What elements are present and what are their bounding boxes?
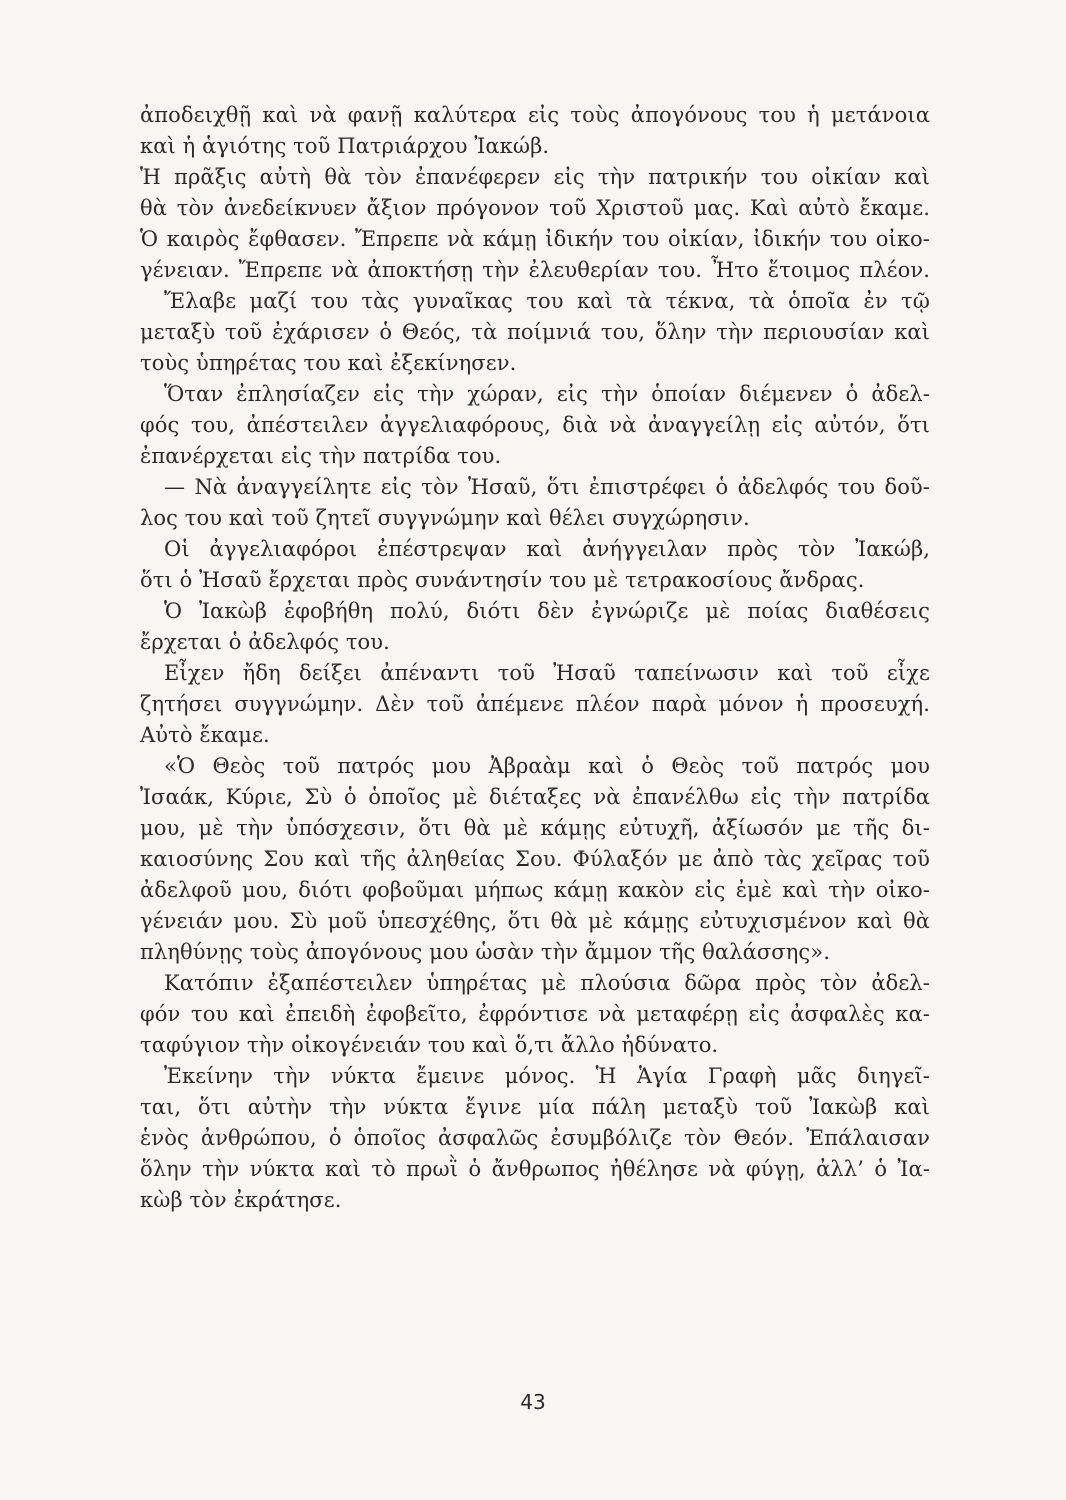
text-line: ὅτι ὁ Ἠσαῦ ἔρχεται πρὸς συνάντησίν του μὲ τετρακοσίους ἄνδρας.: [140, 568, 865, 592]
text-line: Ἰσαάκ, Κύριε, Σὺ ὁ ὁποῖος μὲ διέταξες νὰ ἐπανέλθω εἰς τὴν πατρίδα: [140, 785, 930, 809]
text-line: μεταξὺ τοῦ ἐχάρισεν ὁ Θεός, τὰ ποίμνιά του, ὅλην τὴν περιουσίαν καὶ: [140, 320, 930, 344]
text-line: ἑνὸς ἀνθρώπου, ὁ ὁποῖος ἀσφαλῶς ἐσυμβόλιζε τὸν Θεόν. Ἐπάλαισαν: [140, 1126, 930, 1150]
text-line: φός του, ἀπέστειλεν ἀγγελιαφόρους, διὰ νὰ ἀναγγείλῃ εἰς αὐτόν, ὅτι: [140, 413, 930, 437]
text-line: Εἶχεν ἤδη δείξει ἀπέναντι τοῦ Ἠσαῦ ταπείνωσιν καὶ τοῦ εἶχε: [164, 661, 930, 685]
text-line: — Νὰ ἀναγγείλητε εἰς τὸν Ἠσαῦ, ὅτι ἐπιστρέφει ὁ ἀδελφός του δοῦ-: [164, 475, 930, 499]
text-line: καὶ ἡ ἁγιότης τοῦ Πατριάρχου Ἰακώβ.: [140, 134, 550, 158]
text-line: καιοσύνης Σου καὶ τῆς ἀληθείας Σου. Φύλαξόν με ἀπὸ τὰς χεῖρας τοῦ: [140, 847, 930, 871]
text-line: ται, ὅτι αὐτὴν τὴν νύκτα ἔγινε μία πάλη μεταξὺ τοῦ Ἰακὼβ καὶ: [140, 1095, 930, 1119]
text-line: ἐπανέρχεται εἰς τὴν πατρίδα του.: [140, 444, 502, 468]
text-line: Αὐτὸ ἔκαμε.: [140, 723, 270, 747]
text-line: Κατόπιν ἐξαπέστειλεν ὑπηρέτας μὲ πλούσια δῶρα πρὸς τὸν ἀδελ-: [164, 971, 930, 995]
text-line: κὼβ τὸν ἐκράτησε.: [140, 1188, 342, 1212]
text-line: Ὁ Ἰακὼβ ἐφοβήθη πολύ, διότι δὲν ἐγνώριζε μὲ ποίας διαθέσεις: [164, 599, 930, 623]
text-line: Ἔλαβε μαζί του τὰς γυναῖκας του καὶ τὰ τέκνα, τὰ ὁποῖα ἐν τῷ: [164, 289, 930, 313]
text-line: ἀδελφοῦ μου, διότι φοβοῦμαι μήπως κάμῃ κακὸν εἰς ἐμὲ καὶ τὴν οἰκο-: [140, 878, 930, 902]
text-line: λος του καὶ τοῦ ζητεῖ συγγνώμην καὶ θέλει συγχώρησιν.: [140, 506, 750, 530]
text-line: Οἱ ἀγγελιαφόροι ἐπέστρεψαν καὶ ἀνήγγειλαν πρὸς τὸν Ἰακώβ,: [164, 537, 930, 561]
text-line: γένειαν. Ἔπρεπε νὰ ἀποκτήσῃ τὴν ἐλευθερίαν του. Ἦτο ἕτοιμος πλέον.: [140, 258, 930, 282]
text-line: Ἡ πρᾶξις αὐτὴ θὰ τὸν ἐπανέφερεν εἰς τὴν πατρικήν του οἰκίαν καὶ: [140, 165, 930, 189]
text-line: γένειάν μου. Σὺ μοῦ ὑπεσχέθης, ὅτι θὰ μὲ κάμῃς εὐτυχισμένον καὶ θὰ: [140, 909, 930, 933]
text-line: ὅλην τὴν νύκτα καὶ τὸ πρωῒ ὁ ἄνθρωπος ἠθέλησε νὰ φύγῃ, ἀλλ’ ὁ Ἰα-: [140, 1157, 930, 1181]
page-number: 43: [520, 1390, 546, 1414]
text-line: τοὺς ὑπηρέτας του καὶ ἐξεκίνησεν.: [140, 351, 517, 375]
text-line: φόν του καὶ ἐπειδὴ ἐφοβεῖτο, ἐφρόντισε νὰ μεταφέρῃ εἰς ἀσφαλὲς κα-: [140, 1002, 930, 1026]
text-line: θὰ τὸν ἀνεδείκνυεν ἄξιον πρόγονον τοῦ Χριστοῦ μας. Καὶ αὐτὸ ἔκαμε.: [140, 196, 930, 220]
text-line: Ἐκείνην τὴν νύκτα ἔμεινε μόνος. Ἡ Ἁγία Γραφὴ μᾶς διηγεῖ-: [164, 1064, 930, 1088]
text-line: ζητήσει συγγνώμην. Δὲν τοῦ ἀπέμενε πλέον παρὰ μόνον ἡ προσευχή.: [140, 692, 930, 716]
text-line: Ὁ καιρὸς ἔφθασεν. Ἔπρεπε νὰ κάμῃ ἰδικήν του οἰκίαν, ἰδικήν του οἰκο-: [140, 227, 930, 251]
text-line: ἔρχεται ὁ ἀδελφός του.: [140, 630, 390, 654]
text-line: Ὅταν ἐπλησίαζεν εἰς τὴν χώραν, εἰς τὴν ὁποίαν διέμενεν ὁ ἀδελ-: [164, 382, 930, 406]
text-line: ἀποδειχθῇ καὶ νὰ φανῇ καλύτερα εἰς τοὺς ἀπογόνους του ἡ μετάνοια: [140, 103, 930, 127]
body-text: [140, 100, 930, 1216]
text-line: πληθύνῃς τοὺς ἀπογόνους μου ὡσὰν τὴν ἄμμον τῆς θαλάσσης».: [140, 940, 830, 964]
text-line: «Ὁ Θεὸς τοῦ πατρός μου Ἀβραὰμ καὶ ὁ Θεὸς τοῦ πατρός μου: [164, 754, 930, 778]
text-line: ταφύγιον τὴν οἰκογένειάν του καὶ ὅ,τι ἄλλο ἠδύνατο.: [140, 1033, 719, 1057]
text-line: μου, μὲ τὴν ὑπόσχεσιν, ὅτι θὰ μὲ κάμῃς εὐτυχῆ, ἀξίωσόν με τῆς δι-: [140, 816, 930, 840]
